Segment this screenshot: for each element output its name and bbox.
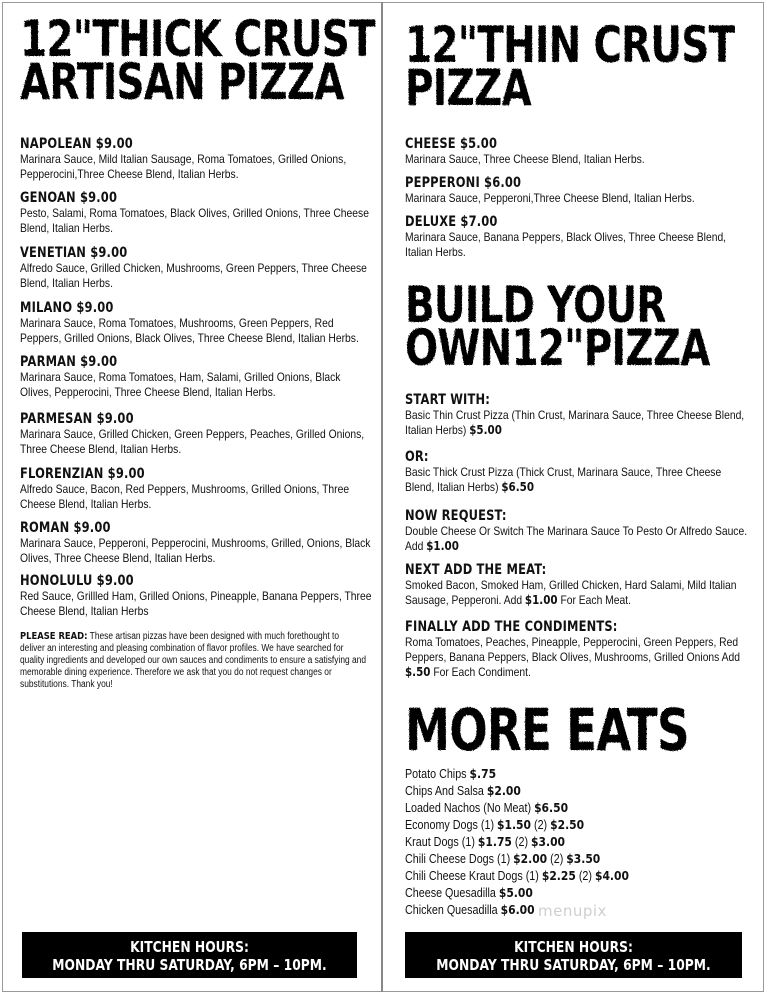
byo-step-label: OR: xyxy=(405,449,429,465)
pizza-item xyxy=(405,175,768,206)
pizza-description: Marinara Sauce, Grilled Chicken, Green Peppers, Peaches, Grilled Onions, Three Cheese Blend, Italian Herbs. xyxy=(20,427,365,456)
kitchen-hours-banner-left xyxy=(22,932,357,978)
pizza-item xyxy=(405,136,768,167)
pizza-name: CHEESE $5.00 xyxy=(405,136,498,152)
byo-step-price: $1.00 xyxy=(426,539,459,553)
more-eats-item xyxy=(405,782,629,799)
pizza-name: NAPOLEAN $9.00 xyxy=(20,136,133,152)
more-eats-list xyxy=(405,765,665,918)
pizza-name: ROMAN $9.00 xyxy=(20,520,111,536)
pizza-item xyxy=(20,573,432,619)
byo-step-text: Smoked Bacon, Smoked Ham, Grilled Chicken, Hard Salami, Mild Italian Sausage, Pepperoni. Add xyxy=(405,578,737,607)
byo-step-label: NEXT ADD THE MEAT: xyxy=(405,562,547,578)
byo-step-description xyxy=(405,635,749,680)
more-eats-title xyxy=(405,696,768,764)
pizza-name: GENOAN $9.00 xyxy=(20,190,118,206)
pizza-description: Marinara Sauce, Roma Tomatoes, Mushrooms, Green Peppers, Red Peppers, Grilled Onions, Black Olives, Three Cheese Blend, Italian Herbs. xyxy=(20,316,359,345)
more-eats-qty: (2) xyxy=(547,852,567,866)
kitchen-hours-banner-right xyxy=(405,932,742,978)
pizza-description: Marinara Sauce, Mild Italian Sausage, Roma Tomatoes, Grilled Onions, Pepperocini,Three Cheese Blend, Italian Herbs. xyxy=(20,152,347,181)
please-read-text: These artisan pizzas have been designed with much forethought to deliver an interesting and pleasing combination of flavor profiles. We have searched for quality ingredients and developed our own sauces and condiments to ensure a satisfying and memorable dining experience. Therefore we ask that you do not request changes or substitutions. Thank you! xyxy=(20,631,367,690)
pizza-item xyxy=(20,245,432,291)
more-eats-name: Kraut Dogs (1) xyxy=(405,835,478,849)
pizza-description: Marinara Sauce, Banana Peppers, Black Olives, Three Cheese Blend, Italian Herbs. xyxy=(405,230,727,259)
pizza-name: FLORENZIAN $9.00 xyxy=(20,466,145,482)
more-eats-name: Chicken Quesadilla xyxy=(405,903,501,917)
thin-crust-title xyxy=(405,16,768,117)
byo-step-label: FINALLY ADD THE CONDIMENTS: xyxy=(405,619,618,635)
more-eats-price: $1.50 xyxy=(497,817,532,832)
more-eats-name: Potato Chips xyxy=(405,767,470,781)
byo-step-text: Basic Thin Crust Pizza (Thin Crust, Marinara Sauce, Three Cheese Blend, Italian Herbs) xyxy=(405,408,745,437)
more-eats-name: Loaded Nachos (No Meat) xyxy=(405,801,535,815)
pizza-item xyxy=(20,466,432,512)
please-read-label: PLEASE READ: xyxy=(20,631,88,642)
pizza-item xyxy=(20,300,432,346)
pizza-description: Marinara Sauce, Roma Tomatoes, Ham, Salami, Grilled Onions, Black Olives, Pepperocini, Three Cheese Blend, Italian Herbs. xyxy=(20,370,341,399)
more-eats-name: Chips And Salsa xyxy=(405,784,487,798)
pizza-item xyxy=(20,411,432,457)
byo-step-description xyxy=(405,465,749,495)
more-eats-price-2: $2.50 xyxy=(550,817,585,832)
pizza-name: VENETIAN $9.00 xyxy=(20,245,128,261)
more-eats-price: $2.25 xyxy=(541,868,576,883)
byo-step xyxy=(405,619,768,680)
byo-step xyxy=(405,449,768,495)
more-eats-price: $2.00 xyxy=(513,851,548,866)
thick-crust-title-line1: 12"THICK CRUST xyxy=(20,10,375,68)
byo-title-line2: OWN12"PIZZA xyxy=(405,319,710,377)
kitchen-hours-label: KITCHEN HOURS: xyxy=(514,938,633,956)
byo-step-description xyxy=(405,524,749,554)
byo-step-text: Basic Thick Crust Pizza (Thick Crust, Marinara Sauce, Three Cheese Blend, Italian Herbs) xyxy=(405,465,722,494)
pizza-description: Alfredo Sauce, Bacon, Red Peppers, Mushrooms, Grilled Onions, Three Cheese Blend, Italian Herbs. xyxy=(20,482,350,511)
pizza-name: PARMAN $9.00 xyxy=(20,354,118,370)
please-read-note xyxy=(20,631,366,691)
byo-step-label: START WITH: xyxy=(405,392,491,408)
more-eats-price: $6.00 xyxy=(500,902,535,917)
pizza-name: PEPPERONI $6.00 xyxy=(405,175,522,191)
byo-step xyxy=(405,562,768,608)
more-eats-item xyxy=(405,884,629,901)
pizza-name: MILANO $9.00 xyxy=(20,300,114,316)
more-eats-name: Chili Cheese Kraut Dogs (1) xyxy=(405,869,542,883)
more-eats-item xyxy=(405,765,629,782)
more-eats-item xyxy=(405,867,629,884)
more-eats-name: Cheese Quesadilla xyxy=(405,886,499,900)
more-eats-heading: MORE EATS xyxy=(405,696,689,764)
byo-title-line1: BUILD YOUR xyxy=(405,276,666,334)
more-eats-price-2: $4.00 xyxy=(594,868,629,883)
byo-step-text: Double Cheese Or Switch The Marinara Sauce To Pesto Or Alfredo Sauce. Add xyxy=(405,524,748,553)
more-eats-price: $5.00 xyxy=(498,885,533,900)
more-eats-price: $2.00 xyxy=(486,783,521,798)
menupix-watermark: menupix xyxy=(538,902,607,920)
more-eats-qty: (2) xyxy=(531,818,551,832)
kitchen-hours-days: MONDAY THRU SATURDAY, 6PM – 10PM. xyxy=(52,956,327,974)
pizza-description: Marinara Sauce, Pepperoni, Pepperocini, Mushrooms, Grilled, Onions, Black Olives, Three Cheese Blend, Italian Herbs. xyxy=(20,536,371,565)
byo-step xyxy=(405,508,768,554)
more-eats-item xyxy=(405,816,629,833)
more-eats-qty: (2) xyxy=(511,835,532,849)
byo-step-price: $6.50 xyxy=(501,480,535,494)
pizza-description: Alfredo Sauce, Grilled Chicken, Mushrooms, Green Peppers, Three Cheese Blend, Italian Herbs. xyxy=(20,261,367,290)
kitchen-hours-label: KITCHEN HOURS: xyxy=(130,938,249,956)
byo-step-tail: For Each Condiment. xyxy=(430,665,531,679)
more-eats-price-2: $3.50 xyxy=(566,851,601,866)
byo-step-tail: For Each Meat. xyxy=(557,593,632,607)
byo-step xyxy=(405,392,768,438)
pizza-name: HONOLULU $9.00 xyxy=(20,573,134,589)
build-your-own-title xyxy=(405,276,768,377)
more-eats-name: Economy Dogs (1) xyxy=(405,818,498,832)
thick-crust-title-line2: ARTISAN PIZZA xyxy=(20,53,344,111)
pizza-description: Marinara Sauce, Three Cheese Blend, Italian Herbs. xyxy=(405,152,645,166)
pizza-item xyxy=(405,214,768,260)
pizza-description: Red Sauce, Grillled Ham, Grilled Onions, Pineapple, Banana Peppers, Three Cheese Blend, Italian Herbs xyxy=(20,589,372,618)
thin-crust-title-line2: PIZZA xyxy=(405,59,531,117)
pizza-description: Pesto, Salami, Roma Tomatoes, Black Olives, Grilled Onions, Three Cheese Blend, Italian Herbs. xyxy=(20,206,369,235)
more-eats-qty: (2) xyxy=(575,869,595,883)
byo-step-price: $5.00 xyxy=(469,423,502,437)
byo-step-text: Roma Tomatoes, Peaches, Pineapple, Pepperocini, Green Peppers, Red Peppers, Banana Peppers, Black Olives, Mushrooms, Grilled Onions Add xyxy=(405,635,740,664)
byo-step-price: $.50 xyxy=(405,665,431,679)
pizza-item xyxy=(20,520,432,566)
pizza-item xyxy=(20,354,432,400)
more-eats-price: $6.50 xyxy=(534,800,569,815)
pizza-name: DELUXE $7.00 xyxy=(405,214,498,230)
thin-crust-title-line1: 12"THIN CRUST xyxy=(405,16,735,74)
more-eats-price-2: $3.00 xyxy=(531,834,566,849)
pizza-description: Marinara Sauce, Pepperoni,Three Cheese Blend, Italian Herbs. xyxy=(405,191,695,205)
byo-step-price: $1.00 xyxy=(524,593,558,607)
kitchen-hours-days: MONDAY THRU SATURDAY, 6PM – 10PM. xyxy=(436,956,711,974)
byo-step-label: NOW REQUEST: xyxy=(405,508,507,524)
pizza-item xyxy=(20,136,432,182)
more-eats-item xyxy=(405,799,629,816)
more-eats-item xyxy=(405,833,629,850)
pizza-name: PARMESAN $9.00 xyxy=(20,411,134,427)
byo-step-description xyxy=(405,408,749,438)
byo-step-description xyxy=(405,578,749,608)
more-eats-name: Chili Cheese Dogs (1) xyxy=(405,852,514,866)
more-eats-item xyxy=(405,850,629,867)
more-eats-price: $1.75 xyxy=(477,834,512,849)
pizza-item xyxy=(20,190,432,236)
more-eats-price: $.75 xyxy=(469,766,497,781)
